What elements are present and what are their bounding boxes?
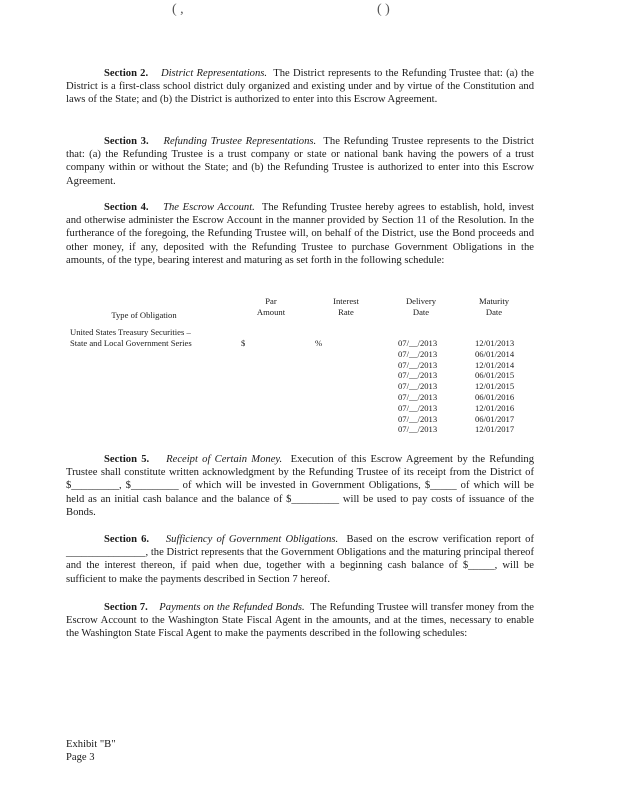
delivery-date: 07/__/2013 (398, 359, 438, 370)
delivery-date: 07/__/2013 (398, 402, 438, 413)
section-3-heading: Section 3. (104, 136, 149, 147)
delivery-date: 07/__/2013 (398, 338, 438, 348)
section-4-paragraph (66, 201, 534, 267)
maturity-date-column (475, 338, 514, 435)
maturity-date: 12/01/2017 (475, 424, 515, 435)
section-5-paragraph (66, 453, 534, 519)
header-delivery (386, 296, 456, 318)
header-delivery-line1: Delivery (405, 296, 437, 306)
maturity-date: 06/01/2016 (475, 391, 515, 402)
section-7-heading: Section 7. (104, 602, 148, 613)
maturity-date: 06/01/2014 (475, 348, 515, 359)
delivery-date: 07/__/2013 (398, 413, 438, 424)
section-6-heading: Section 6. (104, 534, 150, 545)
section-2-paragraph (66, 67, 534, 107)
maturity-date: 12/01/2015 (475, 381, 515, 392)
rate-percent-sign: % (315, 338, 323, 348)
header-maturity (459, 296, 529, 318)
page-number: Page 3 (66, 752, 95, 763)
header-type: Type of Obligation (111, 310, 177, 320)
section-2-title: District Representations. (160, 68, 268, 79)
exhibit-label: Exhibit "B" (66, 739, 116, 750)
page-footer (66, 738, 116, 764)
section-6-body: Based on the escrow verification report of _______________, the District represents that the Government Obligations and the maturing principal thereof and the interest thereon, if paid when due, together with a beginning cash balance of $_____, will be sufficient to make the payments described in Section 7 hereof. (66, 534, 535, 585)
maturity-date: 12/01/2014 (475, 359, 515, 370)
header-maturity-line1: Maturity (478, 296, 510, 306)
section-5-title: Receipt of Certain Money. (166, 454, 283, 465)
maturity-date: 12/01/2013 (475, 338, 515, 348)
delivery-date: 07/__/2013 (398, 370, 438, 381)
delivery-date-column (398, 338, 437, 435)
section-4-heading: Section 4. (104, 202, 149, 213)
section-4-body: The Refunding Trustee hereby agrees to establish, hold, invest and otherwise administer the Escrow Account in the manner provided by Section 11 of the Resolution. In the furtherance of the foregoing, the Refunding Trustee will, on behalf of the District, use the Bond proceeds and other money, if any, deposited with the Refunding Trustee to purchase Government Obligations in the amounts, of the type, bearing interest and maturing as set forth in the following schedule: (66, 202, 534, 266)
section-6-paragraph (66, 533, 534, 586)
header-rate-line1: Interest (333, 296, 359, 306)
delivery-date: 07/__/2013 (398, 391, 438, 402)
header-rate-line2: Rate (338, 306, 354, 317)
row-label-line1: United States Treasury Securities – (70, 327, 191, 337)
section-3-title: Refunding Trustee Representations. (163, 136, 317, 147)
scan-mark-right: ( ) (377, 2, 390, 17)
par-dollar-sign: $ (241, 338, 246, 348)
section-7-title: Payments on the Refunded Bonds. (159, 602, 305, 613)
section-2-heading: Section 2. (104, 68, 149, 79)
delivery-date: 07/__/2013 (398, 348, 438, 359)
section-6-title: Sufficiency of Government Obligations. (165, 534, 339, 545)
maturity-date: 06/01/2017 (475, 413, 515, 424)
section-7-paragraph (66, 601, 534, 641)
section-2-body: The District represents to the Refunding Trustee that: (a) the District is a first-class school district duly organized and existing under and by virtue of the Constitution and laws of the State; and (b) the District is authorized to enter into this Escrow Agreement. (66, 68, 534, 106)
header-par (236, 296, 306, 318)
delivery-date: 07/__/2013 (398, 424, 438, 435)
header-rate (311, 296, 381, 318)
header-par-line2: Amount (256, 306, 286, 317)
scan-mark-left: ( , (172, 2, 184, 17)
maturity-date: 12/01/2016 (475, 402, 515, 413)
section-5-body: Execution of this Escrow Agreement by the Refunding Trustee shall constitute written acknowledgment by the Refunding Trustee of its receipt from the District of $_________, $_________ of which will be invested in Government Obligations, $_____ of which will be held as an initial cash balance and the balance of $_________ will be used to pay costs of issuance of the Bonds. (66, 454, 534, 518)
row-label-line2: State and Local Government Series (70, 338, 192, 348)
maturity-date: 06/01/2015 (475, 370, 515, 381)
section-3-body: The Refunding Trustee represents to the District that: (a) the Refunding Trustee is a trust company or state or national bank having the powers of a trust company within or without the State; and (b) the Refunding Trustee is authorized to enter into this Escrow Agreement. (66, 136, 534, 187)
section-5-heading: Section 5. (104, 454, 150, 465)
section-7-body: The Refunding Trustee will transfer money from the Escrow Account to the Washington State Fiscal Agent in the amounts, and at the times, necessary to enable the Washington State Fiscal Agent to make the payments described in the following schedules: (66, 602, 534, 640)
header-delivery-line2: Date (412, 306, 430, 317)
section-3-paragraph (66, 135, 534, 188)
header-maturity-line2: Date (485, 306, 503, 317)
delivery-date: 07/__/2013 (398, 381, 438, 392)
header-par-line1: Par (265, 296, 277, 306)
section-4-title: The Escrow Account. (163, 202, 255, 213)
